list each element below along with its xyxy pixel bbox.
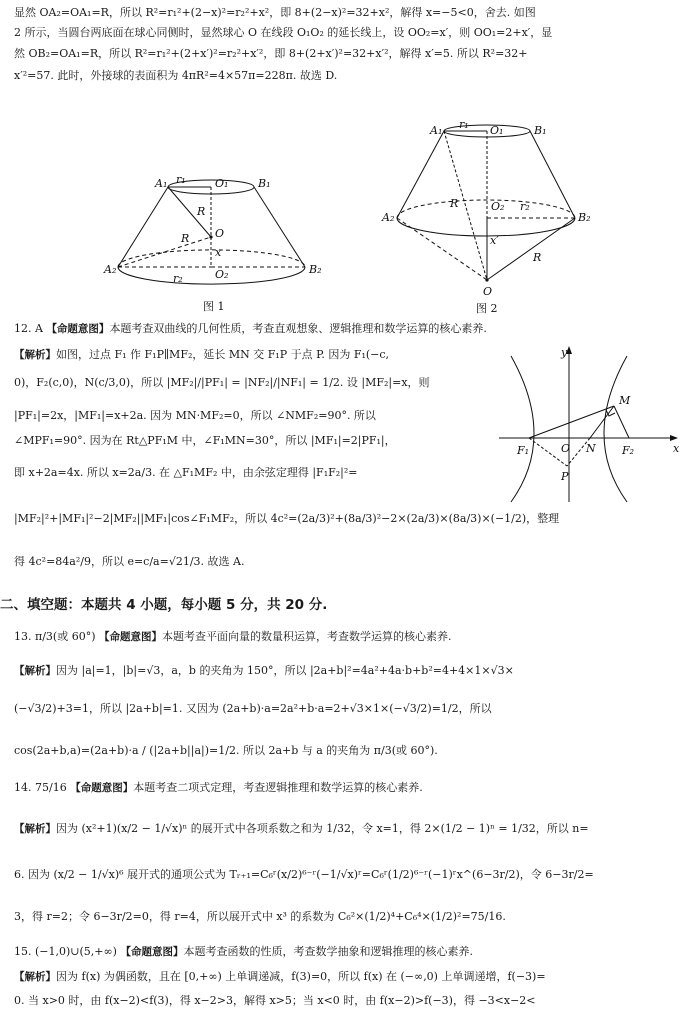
q12-analysis-tag: 【解析】 [14,349,56,361]
fig1-label-x: x [215,246,222,259]
q14-header [14,781,684,795]
q14-intent-tag: 【命题意图】 [70,782,134,794]
fig2-label-B1: B₁ [534,124,547,137]
fig1-label-B2: B₂ [309,263,322,276]
q13-intent: 本题考查平面向量的数量积运算，考查数学运算的核心素养. [162,630,452,643]
graph-label-y: y [561,346,568,359]
fig2-label-A1: A₁ [430,124,443,137]
q12-line-1-text: 如图，过点 F₁ 作 F₁P∥MF₂，延长 MN 交 F₁P 于点 P. 因为 F₁(−c, [56,348,390,361]
q14-number: 14. 75/16 [14,781,67,794]
q13-header [14,630,684,644]
q12-intent-tag: 【命题意图】 [46,323,110,335]
q15-header [14,945,684,959]
fig1-label-B1: B₁ [258,177,271,190]
sol11-line-1: 显然 OA₂=OA₁=R，所以 R²=r₁²+(2−x)²=r₂²+x²，即 8+(2−x)²=32+x²，解得 x=−5<0，舍去. 如图 [14,6,536,19]
fig2-label-R-bottom: R [533,251,542,264]
fig2-label-O2: O₂ [491,200,505,213]
graph-label-M: M [619,394,631,407]
q13-number: 13. π/3(或 60°) [14,630,96,643]
graph-label-x: x [673,442,680,455]
q12-header [14,322,684,336]
graph-label-F1: F₁ [517,444,530,457]
fig1-label-A1: A₁ [155,177,168,190]
fig1-label-A2: A₂ [104,263,117,276]
graph-label-F2: F₂ [622,444,635,457]
fig1-label-O1: O₁ [215,177,229,190]
q14-line-1 [14,822,684,836]
sol11-line-4: x′²=57. 此时，外接球的表面积为 4πR²=4×57π=228π. 故选 D. [14,69,338,82]
fig1-label-R-bottom: R [181,232,190,245]
sol11-line-2: 2 所示，当圆台两底面在球心同侧时，显然球心 O 在线段 O₁O₂ 的延长线上，设 OO₂=x′，则 OO₁=2+x′，显 [14,26,553,39]
q13-analysis-tag: 【解析】 [14,665,56,677]
fig2-label-B2: B₂ [578,211,591,224]
q12-intent: 本题考查双曲线的几何性质，考查直观想象、逻辑推理和数学运算的核心素养. [109,322,487,335]
q15-analysis-tag: 【解析】 [14,971,56,983]
fig1-label-R-top: R [197,205,206,218]
q12-number: 12. A [14,322,43,335]
q15-intent-tag: 【命题意图】 [120,946,184,958]
q15-line-2: 0. 当 x>0 时，由 f(x−2)<f(3)，得 x−2>3，解得 x>5；当 x<0 时，由 f(x−2)>f(−3)，得 −3<x−2< [14,994,536,1007]
q13-intent-tag: 【命题意图】 [99,631,163,643]
fig2-label-O1: O₁ [490,124,504,137]
fig1-label-O: O [215,227,225,240]
q14-line-2: 6. 因为 (x/2 − 1/√x)⁶ 展开式的通项公式为 Tᵣ₊₁=C₆ʳ(x/2)⁶⁻ʳ(−1/√x)ʳ=C₆ʳ(1/2)⁶⁻ʳ(−1)ʳx^(6−3r/2)，令 6−3r/2= [14,868,594,881]
fig2-label-A2: A₂ [382,211,395,224]
q12-line-5: 即 x+2a=4x. 所以 x=2a/3. 在 △F₁MF₂ 中，由余弦定理得 |F₁F₂|²= [14,466,358,479]
fig1-label-r1: r₁ [176,173,186,186]
graph-label-P: P [561,470,569,483]
hyperbola-graph [485,342,685,507]
fig1-caption: 图 1 [203,300,225,313]
fig2-label-r2: r₂ [520,200,530,213]
q12-line-2: 0)，F₂(c,0)，N(c/3,0)，所以 |MF₂|/|PF₁| = |NF₂|/|NF₁| = 1/2. 设 |MF₂|=x，则 [14,376,430,389]
fig2-label-R-top: R [450,197,459,210]
q14-intent: 本题考查二项式定理，考查逻辑推理和数学运算的核心素养. [133,781,423,794]
section-2-heading: 二、填空题：本题共 4 小题，每小题 5 分，共 20 分. [0,597,328,613]
q13-line-3: cos(2a+b,a)=(2a+b)·a / (|2a+b||a|)=1/2. 所以 2a+b 与 a 的夹角为 π/3(或 60°). [14,744,438,757]
q13-line-1-text: 因为 |a|=1，|b|=√3，a，b 的夹角为 150°，所以 |2a+b|²=4a²+4a·b+b²=4+4×1×√3× [56,664,514,677]
figure-1 [100,165,330,313]
fig1-label-r2: r₂ [173,272,183,285]
q15-line-1 [14,970,684,984]
q12-line-6: |MF₂|²+|MF₁|²−2|MF₂||MF₁|cos∠F₁MF₂，所以 4c²=(2a/3)²+(8a/3)²−2×(2a/3)×(8a/3)×(−1/2)，整理 [14,512,560,525]
q12-line-3: |PF₁|=2x，|MF₁|=x+2a. 因为 MN·MF₂=0，所以 ∠NMF₂=90°. 所以 [14,409,376,422]
q15-line-1-text: 因为 f(x) 为偶函数，且在 [0,+∞) 上单调递减，f(3)=0，所以 f(x) 在 (−∞,0) 上单调递增，f(−3)= [56,970,546,983]
q12-line-1 [14,348,477,362]
fig2-label-O: O [483,285,493,298]
fig2-caption: 图 2 [476,302,498,315]
q14-line-3: 3，得 r=2；令 6−3r/2=0，得 r=4，所以展开式中 x³ 的系数为 C₆²×(1/2)⁴+C₆⁴×(1/2)²=75/16. [14,910,506,923]
fig1-label-O2: O₂ [215,268,229,281]
q13-line-2: (−√3/2)+3=1，所以 |2a+b|=1. 又因为 (2a+b)·a=2a²+b·a=2+√3×1×(−√3/2)=1/2，所以 [14,702,492,715]
q13-line-1 [14,664,684,678]
fig2-label-x-prime: x′ [490,234,499,247]
graph-label-N: N [586,442,596,455]
graph-label-O: O [561,442,571,455]
q15-number: 15. (−1,0)∪(5,+∞) [14,945,117,958]
q15-intent: 本题考查函数的性质，考查数学抽象和逻辑推理的核心素养. [183,945,473,958]
q14-line-1-text: 因为 (x²+1)(x/2 − 1/√x)ⁿ 的展开式中各项系数之和为 1/32，令 x=1，得 2×(1/2 − 1)ⁿ = 1/32，所以 n= [56,822,589,835]
q12-line-4: ∠MPF₁=90°. 因为在 Rt△PF₁M 中，∠F₁MN=30°，所以 |MF₁|=2|PF₁|， [14,434,396,447]
q14-analysis-tag: 【解析】 [14,823,56,835]
figure-2 [380,118,605,316]
fig2-label-r1: r₁ [459,118,469,131]
q12-line-7: 得 4c²=84a²/9，所以 e=c/a=√21/3. 故选 A. [14,555,245,568]
sol11-line-3: 然 OB₂=OA₁=R，所以 R²=r₁²+(2+x′)²=r₂²+x′²，即 8+(2+x′)²=32+x′²，解得 x′=5. 所以 R²=32+ [14,47,528,60]
